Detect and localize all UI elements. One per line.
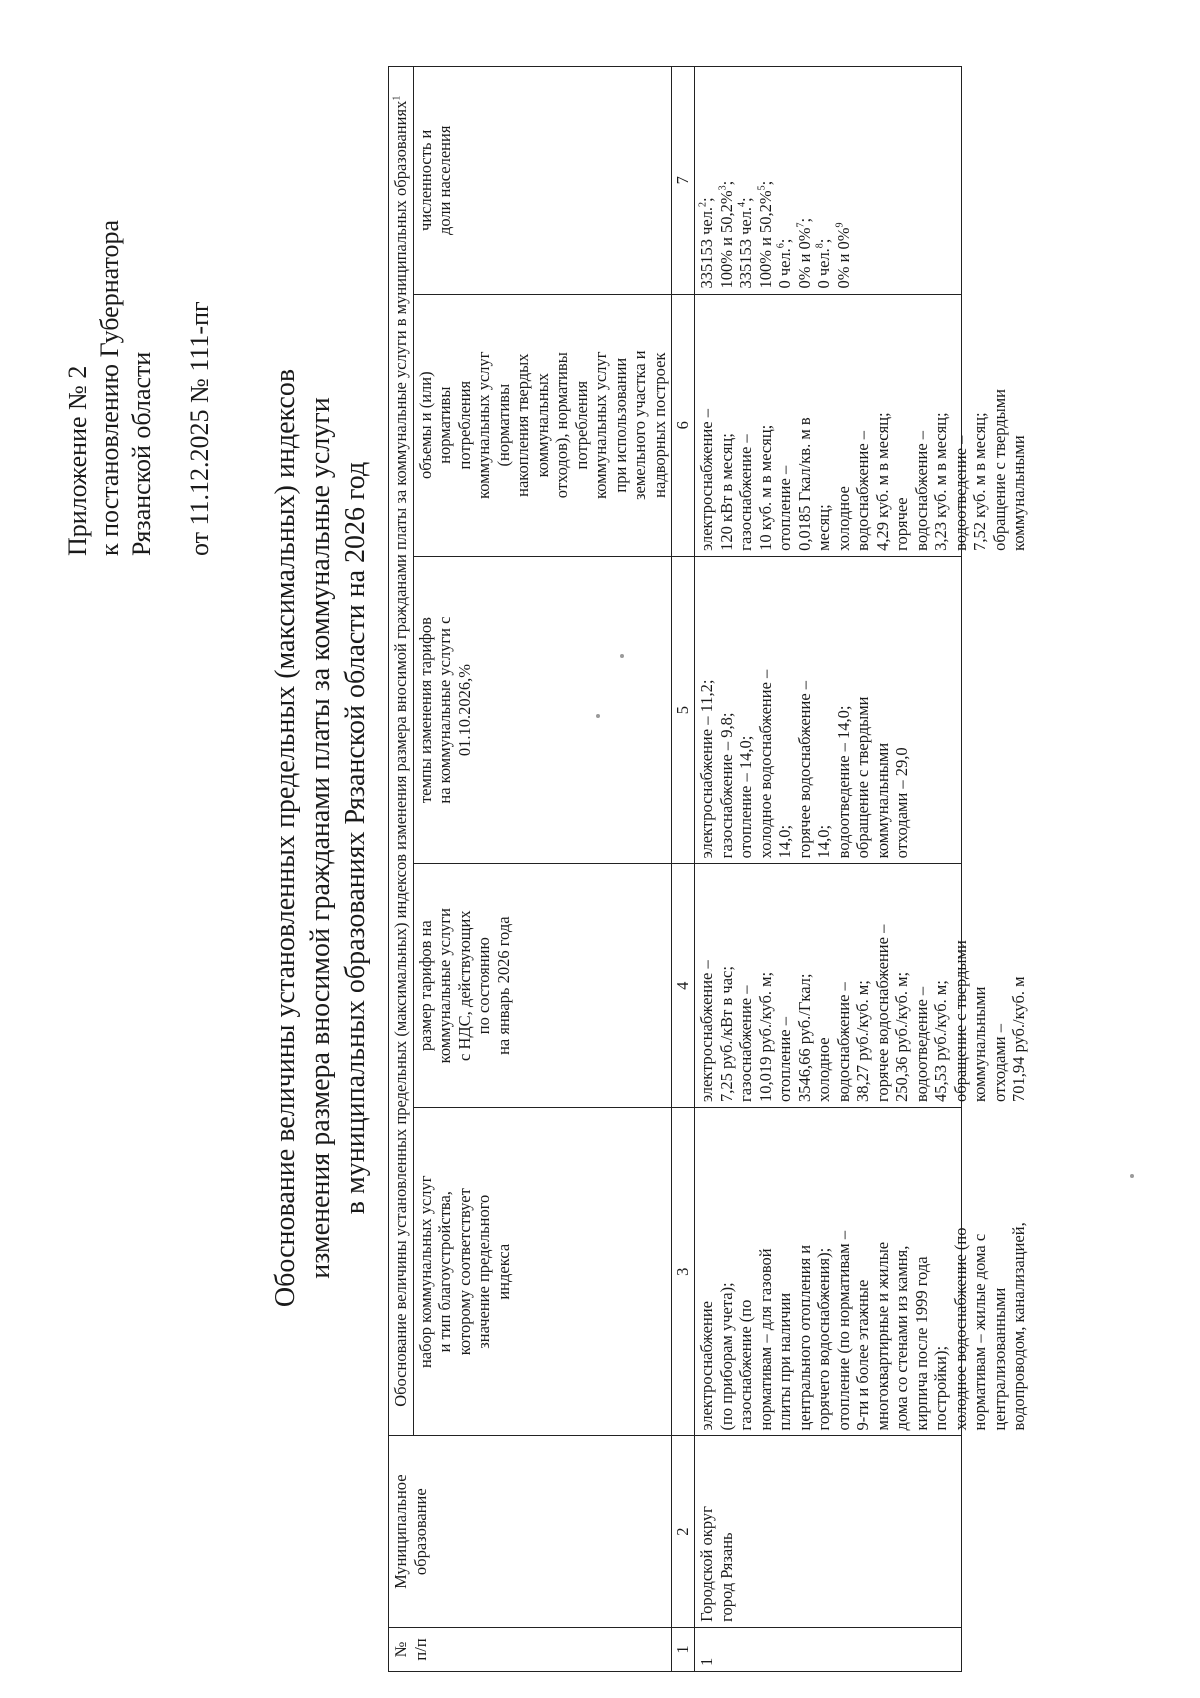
appendix-line-1: Приложение № 2 (63, 365, 92, 556)
cell-line: постройки); (931, 1345, 950, 1431)
cell-line: отопление (по нормативам – (833, 1230, 853, 1431)
header-line: размер тарифов на (415, 920, 435, 1052)
header-line: 01.10.2026,% (454, 664, 474, 757)
cell-line: водопроводом, канализацией, (1009, 1222, 1028, 1431)
population-line (834, 72, 854, 289)
population-value: 335153 чел. (697, 206, 716, 289)
population-sep: ; (697, 197, 716, 202)
population-sep: ; (794, 217, 814, 223)
header-line: отходов), нормативы (552, 352, 571, 499)
cell-line: горячее водоснабжение – (794, 680, 814, 859)
scan-speck (620, 654, 624, 658)
cell-line: отопление – (775, 1017, 794, 1103)
cell-municipality (695, 1436, 962, 1627)
cell-line: отопление – 14,0; (736, 735, 755, 859)
header-line: накопления твердых (513, 353, 532, 497)
header-row-2 (413, 67, 672, 1672)
column-numbers-row (672, 67, 695, 1672)
cell-line: горячее водоснабжение – (872, 924, 892, 1103)
footnote-ref: 9 (834, 222, 845, 228)
footnote-ref: 2 (697, 201, 709, 207)
tariff-table (388, 66, 1028, 1672)
cell-line: газоснабжение – (736, 434, 755, 551)
cell-line: Городской округ (697, 1506, 716, 1622)
cell-line: 7,52 куб. м в месяц; (970, 412, 989, 551)
document-title (268, 118, 373, 1558)
cell-line: отходами – 29,0 (892, 747, 911, 859)
population-line (795, 72, 815, 289)
header-line: земельного участка и (630, 350, 649, 500)
cell-line: плиты при наличии (775, 1292, 794, 1431)
header-col3 (413, 1108, 672, 1436)
population-sep: ; (814, 238, 833, 244)
header-line: по состоянию (474, 937, 493, 1035)
cell-line: коммунальными (872, 742, 892, 859)
cell-line: водоотведение – (911, 986, 931, 1103)
header-line: и тип благоустройства, (435, 1191, 454, 1353)
column-number: 2 (672, 1436, 695, 1627)
cell-line: 250,36 руб./куб. м; (892, 971, 911, 1103)
row-number: 1 (695, 1627, 962, 1671)
column-number: 3 (672, 1108, 695, 1436)
cell-line: холодное водоснабжение (по (950, 1227, 970, 1431)
cell-line: водоотведение – (950, 435, 970, 551)
cell-line: коммунальными (1009, 435, 1028, 551)
title-line-3: в муниципальных образованиях Рязанской области на 2026 год (340, 461, 371, 1215)
cell-line: месяц; (814, 504, 833, 551)
header-line: численность и (415, 129, 435, 231)
cell-line: нормативам – жилые дома с (970, 1233, 989, 1431)
scan-speck (596, 714, 600, 718)
header-row-1 (389, 67, 414, 1672)
cell-line: электроснабжение – 11,2; (697, 679, 716, 859)
cell-line: холодное водоснабжение – (755, 669, 775, 859)
cell-line: холодное (814, 1037, 833, 1103)
footnote-ref: 3 (717, 185, 728, 191)
cell-line: город Рязань (716, 1532, 736, 1622)
cell-line: обращение с твердыми (853, 696, 872, 859)
cell-line: 120 кВт в месяц; (716, 433, 736, 551)
cell-line: 45,53 руб./куб. м; (931, 980, 950, 1103)
header-col7 (413, 67, 672, 295)
cell-line: обращение с твердыми (950, 940, 970, 1103)
header-line: (нормативы (493, 383, 513, 467)
scan-speck (1130, 1174, 1134, 1178)
population-line (697, 72, 717, 289)
cell-line: 3,23 куб. м в месяц; (931, 412, 950, 551)
header-group-footnote: 1 (391, 95, 403, 101)
cell-line: нормативам – для газовой (755, 1248, 775, 1431)
population-sep: ; (736, 197, 755, 202)
cell-line: 14,0; (775, 824, 794, 859)
column-number: 1 (672, 1627, 695, 1671)
column-number: 5 (672, 556, 695, 864)
column-number: 7 (672, 67, 695, 295)
cell-line: холодное (833, 486, 853, 551)
header-line: при использовании (610, 357, 630, 493)
header-line: которому соответствует (454, 1188, 474, 1356)
footnote-ref: 4 (736, 201, 748, 207)
cell-line: водоотведение – 14,0; (833, 705, 853, 859)
header-line: индекса (493, 1243, 513, 1300)
cell-line: 14,0; (814, 824, 833, 859)
footnote-ref: 5 (756, 185, 767, 191)
title-line-2: изменения размера вносимой гражданами платы за коммунальные услуги (305, 397, 336, 1279)
population-sep: ; (755, 180, 775, 186)
cell-line: газоснабжение – 9,8; (716, 712, 736, 859)
cell-line: отходами – (989, 1024, 1009, 1103)
population-value: 100% и 50,2% (755, 190, 775, 289)
cell-line: водоснабжение – (833, 982, 853, 1103)
cell-line: кирпича после 1999 года (911, 1256, 931, 1431)
header-line: надворных построек (649, 352, 669, 498)
appendix-line-3: Рязанской области (127, 351, 156, 556)
header-col4 (413, 864, 672, 1108)
cell-line: 701,94 руб./куб. м (1009, 976, 1028, 1103)
appendix-block (62, 96, 216, 556)
cell-line: коммунальными (970, 986, 989, 1103)
cell-line: центрального отопления и (794, 1244, 814, 1431)
header-group-text: Обоснование величины установленных предельных (максимальных) индексов изменения размера вносимой гражданами платы за коммунальные услуги в муниципальных образованиях (391, 100, 410, 1407)
header-line: на коммунальные услуги с (435, 616, 454, 804)
footnote-ref: 8 (814, 243, 826, 249)
table-row (695, 67, 962, 1672)
header-line: темпы изменения тарифов (415, 617, 435, 804)
header-line: коммунальные услуги (435, 908, 454, 1064)
population-sep: ; (775, 238, 794, 244)
cell-line: 10 куб. м в месяц; (755, 424, 775, 551)
header-line: коммунальных услуг (591, 351, 610, 499)
header-line: с НДС, действующих (454, 910, 474, 1061)
population-value: 335153 чел. (736, 206, 755, 289)
population-line (736, 72, 756, 289)
cell-line: 7,25 руб./кВт в час; (716, 966, 736, 1103)
cell-line: 3546,66 руб./Гкал; (794, 973, 814, 1103)
column-number: 4 (672, 864, 695, 1108)
cell-line: горячего водоснабжения); (814, 1247, 833, 1431)
cell-line: водоснабжение – (911, 430, 931, 551)
header-col5 (413, 556, 672, 864)
population-line (814, 72, 834, 289)
header-num: № п/п (389, 1627, 672, 1671)
title-line-1: Обоснование величины установленных предельных (максимальных) индексов (270, 368, 301, 1308)
cell-line: 10,019 руб./куб. м; (755, 971, 775, 1103)
header-line: нормативы (435, 386, 454, 464)
population-value: 0 чел. (775, 248, 794, 289)
cell-services (695, 1108, 1028, 1436)
header-group (389, 67, 414, 1436)
cell-growth-rates (695, 556, 962, 864)
column-number: 6 (672, 294, 695, 556)
cell-line: 0,0185 Гкал/кв. м в (794, 417, 814, 551)
cell-population (695, 67, 962, 295)
header-municipality: Муниципальное образование (389, 1436, 672, 1627)
header-line: коммунальных услуг (474, 351, 493, 499)
cell-line: (по приборам учета); (716, 1282, 736, 1431)
population-value: 0% и 0% (794, 227, 814, 289)
header-line: доли населения (435, 125, 454, 235)
footnote-ref: 7 (795, 222, 806, 228)
cell-line: дома со стенами из камня, (892, 1245, 911, 1431)
cell-line: 9-ти и более этажные (853, 1279, 872, 1431)
cell-volumes (695, 294, 1028, 556)
header-line: потребления (454, 380, 474, 470)
cell-line: водоснабжение – (853, 430, 872, 551)
header-line: набор коммунальных услуг (415, 1175, 435, 1369)
population-line (775, 72, 795, 289)
cell-line: 38,27 руб./куб. м; (853, 980, 872, 1103)
cell-line: централизованными (989, 1287, 1009, 1431)
cell-line: электроснабжение – (697, 409, 716, 551)
cell-line: электроснабжение – (697, 960, 716, 1103)
header-line: объемы и (или) (415, 371, 435, 479)
cell-line: газоснабжение (по (736, 1299, 755, 1431)
cell-line: многоквартирные и жилые (872, 1241, 892, 1431)
header-line: на январь 2026 года (493, 916, 513, 1055)
population-value: 0 чел. (814, 248, 833, 289)
cell-line: электроснабжение (697, 1301, 716, 1431)
cell-tariffs (695, 864, 1028, 1108)
appendix-line-2: к постановлению Губернатора (95, 219, 124, 556)
header-line: потребления (571, 380, 591, 470)
population-sep: ; (716, 180, 736, 186)
cell-line: горячее (892, 497, 911, 551)
header-col6 (413, 294, 672, 556)
cell-line: газоснабжение – (736, 985, 755, 1103)
cell-line: обращение с твердыми (989, 388, 1009, 551)
appendix-order: от 11.12.2025 № 111-пг (185, 301, 214, 556)
cell-line: отопление – (775, 465, 794, 551)
population-value: 100% и 50,2% (716, 190, 736, 289)
footnote-ref: 6 (775, 243, 787, 249)
cell-line: 4,29 куб. м в месяц; (872, 412, 892, 551)
header-line: коммунальных (532, 372, 552, 478)
population-line (756, 72, 776, 289)
population-value: 0% и 0% (833, 227, 853, 289)
header-line: значение предельного (474, 1194, 493, 1349)
population-line (717, 72, 737, 289)
